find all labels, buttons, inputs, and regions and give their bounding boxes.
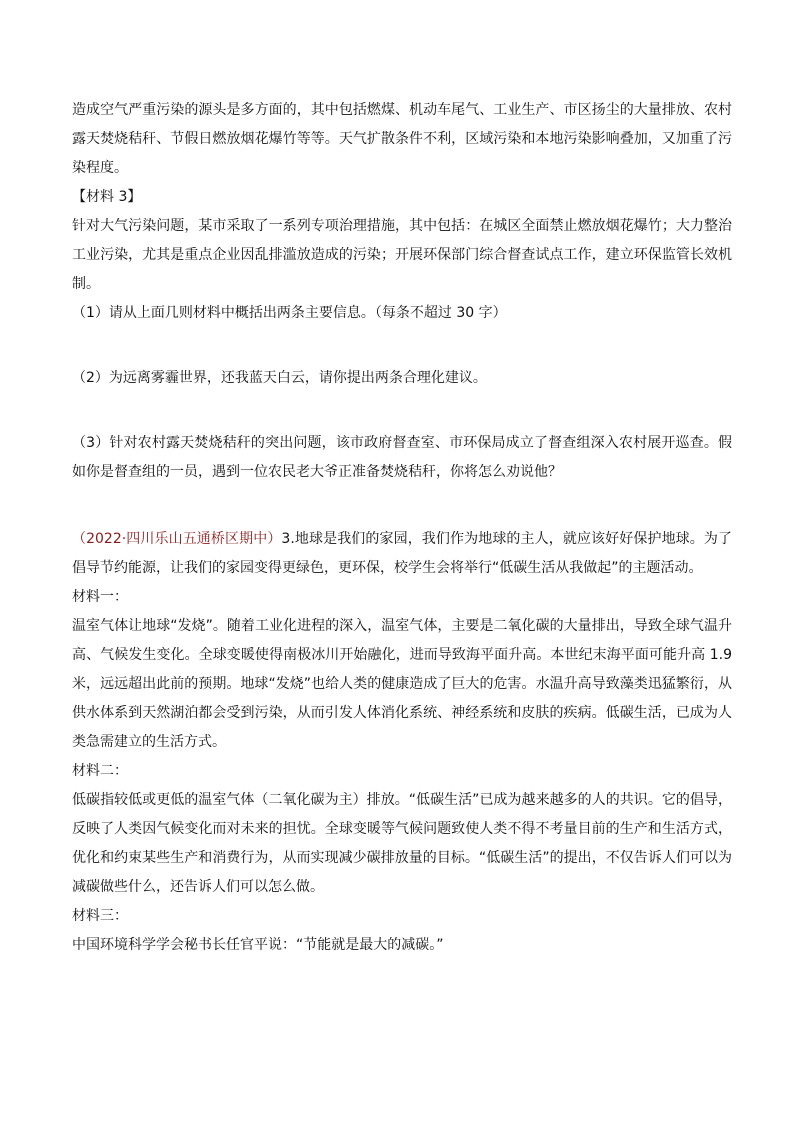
material-3-text: 针对大气污染问题，某市采取了一系列专项治理措施，其中包括：在城区全面禁止燃放烟花爆竹；大力整治工业污染，尤其是重点企业因乱排滥放造成的污染；开展环保部门综合督查试点工作，建立环保监管长效机制。 [72,218,732,292]
question-source: （2022·四川乐山五通桥区期中） [72,531,282,547]
material-three-text: 中国环境科学学会秘书长任官平说：“节能就是最大的减碳。” [72,937,444,953]
paragraph-pollution-sources: 造成空气严重污染的源头是多方面的，其中包括燃煤、机动车尾气、工业生产、市区扬尘的大量排放、农村露天焚烧秸秆、节假日燃放烟花爆竹等等。天气扩散条件不利，区域污染和本地污染影响叠加，又加重了污染程度。 [72,102,732,176]
material-one-label: 材料一： [72,589,128,605]
material-one-text: 温室气体让地球“发烧”。随着工业化进程的深入，温室气体，主要是二氧化碳的大量排出，导致全球气温升高、气候发生变化。全球变暖使得南极冰川开始融化，进而导致海平面升高。本世纪末海平面可能升高 1.9 米，远远超出此前的预期。地球“发烧”也给人类的健康造成了巨大的危害。水温升高导致藻类迅猛繁衍，从供水体系到天然湖泊都会受到污染，从而引发人体消化系统、神经系统和皮肤的疾病。低碳生活，已成为人类急需建立的生活方式。 [72,618,732,750]
question-2: （2）为远离雾霾世界，还我蓝天白云，请你提出两条合理化建议。 [72,370,487,386]
document-page [72,96,732,960]
answer-space-2 [72,393,732,429]
answer-space-1 [72,328,732,364]
material-two-label: 材料二： [72,763,128,779]
question-3-main: 3.地球是我们的家园，我们作为地球的主人，就应该好好保护地球。为了倡导节约能源，让我们的家园变得更绿色，更环保，校学生会将举行“低碳生活从我做起”的主题活动。 [72,531,732,576]
question-3: （3）针对农村露天焚烧秸秆的突出问题，该市政府督查室、市环保局成立了督查组深入农村展开巡查。假如你是督查组的一员，遇到一位农民老大爷正准备焚烧秸秆，你将怎么劝说他？ [72,435,732,480]
material-three-label: 材料三： [72,908,128,924]
material-two-text: 低碳指较低或更低的温室气体（二氧化碳为主）排放。“低碳生活”已成为越来越多的人的共识。它的倡导，反映了人类因气候变化而对未来的担忧。全球变暖等气候问题致使人类不得不考量目前的生产和生活方式，优化和约束某些生产和消费行为，从而实现减少碳排放量的目标。“低碳生活”的提出，不仅告诉人们可以为减碳做些什么，还告诉人们可以怎么做。 [72,792,732,895]
material-3-label: 【材料 3】 [72,189,142,205]
question-1: （1）请从上面几则材料中概括出两条主要信息。（每条不超过 30 字） [72,305,507,321]
question-block-3 [72,525,732,583]
answer-space-3 [72,487,732,525]
